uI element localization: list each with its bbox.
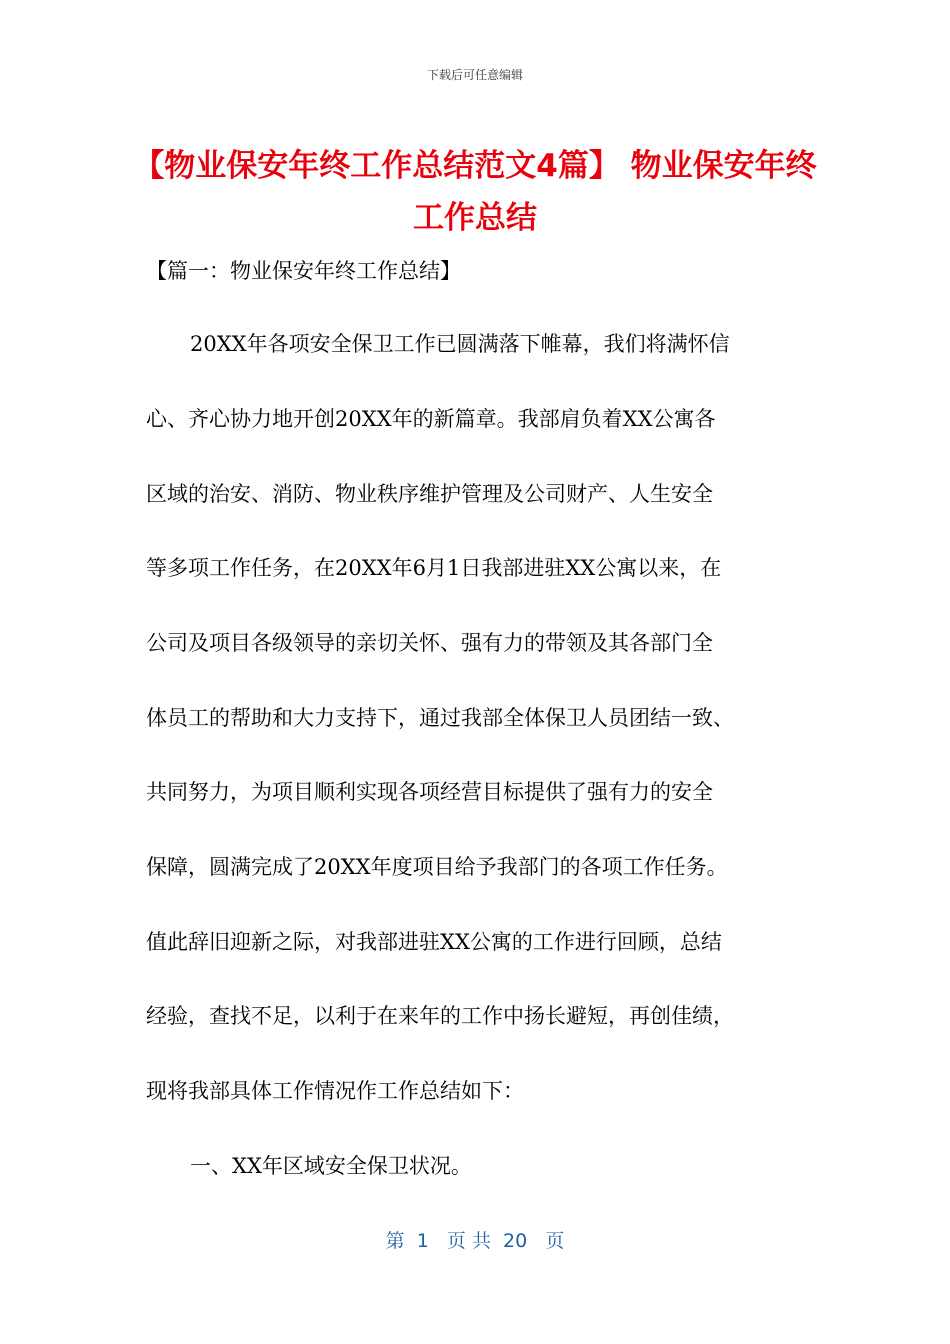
paragraph-line: 区域的治安、消防、物业秩序维护管理及公司财产、人生安全 [146,482,713,506]
header-note: 下载后可任意编辑 [426,68,523,82]
document-title: 【物业保安年终工作总结范文4篇】 物业保安年终工作总结 [133,148,817,236]
paragraph-line: 共同努力，为项目顺利实现各项经营目标提供了强有力的安全 [146,780,713,804]
section-heading: 【篇一：物业保安年终工作总结】 [146,259,461,283]
paragraph-line: 值此辞旧迎新之际，对我部进驻XX公寓的工作进行回顾，总结 [146,930,722,954]
subsection-heading: 一、XX年区域安全保卫状况。 [190,1154,472,1178]
paragraph-line: 体员工的帮助和大力支持下，通过我部全体保卫人员团结一致、 [146,706,734,730]
paragraph-line: 经验，查找不足，以利于在来年的工作中扬长避短，再创佳绩， [146,1004,734,1028]
paragraph-line: 20XX年各项安全保卫工作已圆满落下帷幕，我们将满怀信 [190,332,730,356]
paragraph-line: 现将我部具体工作情况作工作总结如下： [146,1079,524,1103]
paragraph-line: 等多项工作任务，在20XX年6月1日我部进驻XX公寓以来，在 [146,556,722,580]
paragraph-line: 公司及项目各级领导的亲切关怀、强有力的带领及其各部门全 [146,631,713,655]
page-footer: 第 1 页 共 20 页 [385,1230,565,1252]
paragraph-line: 保障，圆满完成了20XX年度项目给予我部门的各项工作任务。 [146,855,728,879]
paragraph-line: 心、齐心协力地开创20XX年的新篇章。我部肩负着XX公寓各 [146,407,716,431]
